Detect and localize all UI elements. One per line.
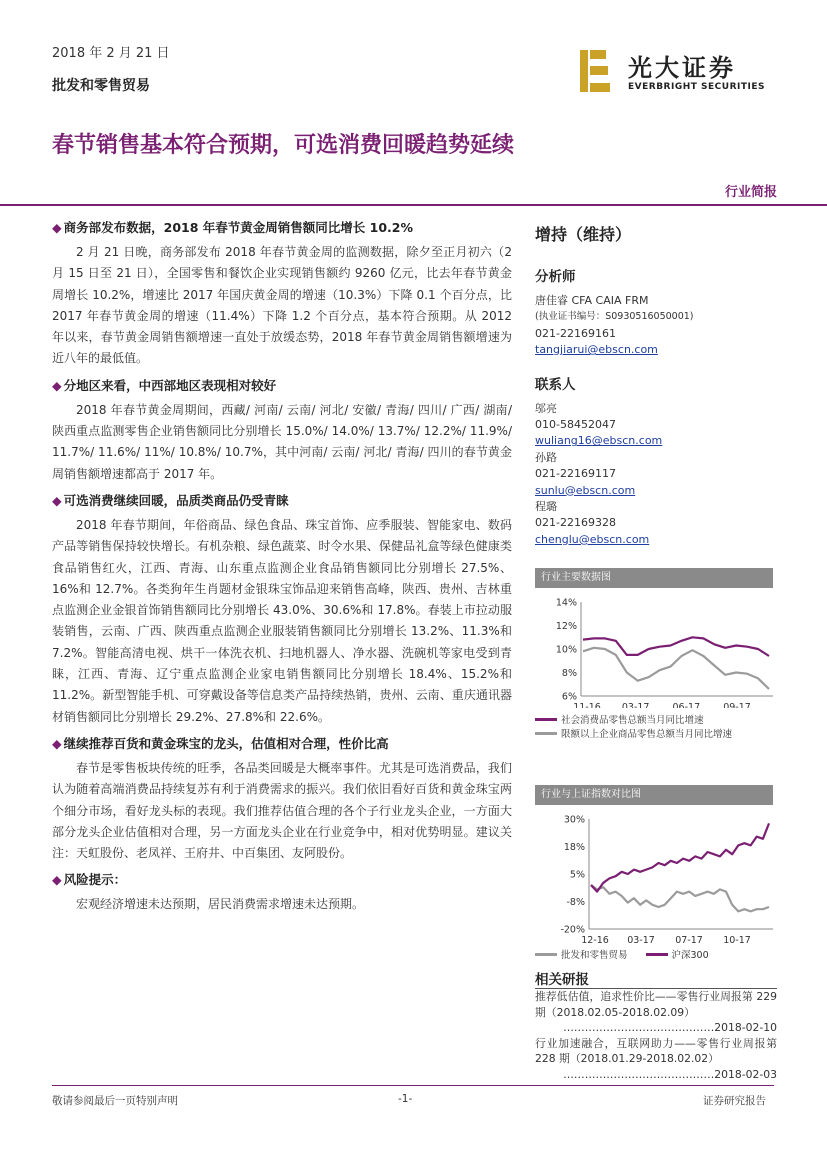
legend-item <box>535 712 777 726</box>
x-tick-label: 10-17 <box>723 935 751 943</box>
section-heading: 继续推荐百货和黄金珠宝的龙头，估值相对合理，性价比高 <box>63 735 389 751</box>
index-compare-plot <box>535 805 777 943</box>
contact-phone: 021-22169117 <box>535 467 616 481</box>
legend-swatch <box>535 953 557 956</box>
analyst-heading: 分析师 <box>535 269 576 285</box>
contact-name: 孙路 <box>535 450 557 464</box>
section-paragraph: 2018 年春节期间，年俗商品、绿色食品、珠宝首饰、应季服装、智能家电、数码产品等销售保持较快增长。有机杂粮、绿色蔬菜、时令水果、保健品礼盒等绿色健康类食品销售红火，江西、青海、山东重点监测企业食品销售额同比分别增长 27.5%、16%和 12.7%。各类狗年生肖题材金银珠宝饰品迎来销售高峰，陕西、贵州、吉林重点监测企业金银首饰销售额同比分别增长 43.0%、30.6%和 17.8%。春装上市拉动服装销售，云南、广西、陕西重点监测企业服装销售额同比分别增长 13.2%、11.3%和 7.2%。智能高清电视、烘干一体洗衣机、扫地机器人、净水器、洗碗机等家电受到青睐，江西、青海、辽宁重点监测企业家电销售额同比分别增长 18.4%、15.2%和 11.2%。新型智能手机、可穿戴设备等信息类产品持续热销，贵州、云南、重庆通讯器材销售额同比分别增长 29.2%、27.8%和 22.6%。 <box>52 517 512 724</box>
analyst-cert: (执业证书编号：S0930516050001) <box>535 311 694 323</box>
rating: 增持（维持） <box>535 225 632 244</box>
related-report-title[interactable]: 推荐低估值，追求性价比——零售行业周报第 229 期（2018.02.05-2018.02.09） <box>535 990 777 1019</box>
series-line-2 <box>591 823 769 891</box>
related-report-date: ……………………………………2018-02-03 <box>563 1067 777 1081</box>
diamond-bullet-icon: ◆ <box>52 735 62 751</box>
section-paragraph: 春节是零售板块传统的旺季，各品类回暖是大概率事件。尤其是可选消费品，我们认为随着高端消费品持续复苏有利于消费需求的振兴。我们依旧看好百货和黄金珠宝两个细分市场，看好龙头标的表现。我们推荐估值合理的各个子行业龙头企业，一方面大部分龙头企业估值相对合理，另一方面龙头企业在行业竞争中，相对优势明显。建议关注：天虹股份、老凤祥、王府井、中百集团、友阿股份。 <box>52 760 512 861</box>
legend-swatch <box>646 953 668 956</box>
main-content <box>52 212 512 920</box>
y-tick-label: -8% <box>566 897 585 908</box>
footer-report-label: 证券研究报告 <box>703 1095 766 1107</box>
contact-name: 程璐 <box>535 500 557 514</box>
x-tick-label: 06-17 <box>672 702 701 708</box>
related-report-date: ……………………………………2018-02-10 <box>563 1021 777 1035</box>
legend-label: 社会消费品零售总额当月同比增速 <box>561 715 704 726</box>
x-tick-label: 09-17 <box>723 702 751 708</box>
legend-swatch <box>535 718 557 721</box>
section-heading: 商务部发布数据，2018 年春节黄金周销售额同比增长 10.2% <box>63 220 413 235</box>
y-tick-label: 6% <box>561 691 577 703</box>
x-tick-label: 11-16 <box>573 702 601 708</box>
y-tick-label: 18% <box>563 842 585 853</box>
contact-phone: 021-22169328 <box>535 516 616 530</box>
y-tick-label: -20% <box>560 924 585 936</box>
report-type: 行业简报 <box>724 185 777 200</box>
contact-email-link[interactable]: sunlu@ebscn.com <box>535 483 636 497</box>
diamond-bullet-icon: ◆ <box>52 377 62 393</box>
page-title: 春节销售基本符合预期，可选消费回暖趋势延续 <box>52 133 515 158</box>
section-discretionary <box>52 491 512 728</box>
section-paragraph: 2018 年春节黄金周期间，西藏/ 河南/ 云南/ 河北/ 安徽/ 青海/ 四川/ 广西/ 湖南/ 陕西重点监测零售企业销售额同比分别增长 15.0%/ 14.0%/ 13.7%/ 12.2%/ 11.9%/ 11.7%/ 11.6%/ 11%/ 10.8%/ 10.7%，其中河南/ 云南/ 河北/ 青海/ 四川的春节黄金周销售额增速都高于 2017 年。 <box>52 402 512 481</box>
index-compare-chart <box>535 785 777 961</box>
related-research <box>535 968 777 1083</box>
chart-title: 行业主要数据图 <box>535 568 773 588</box>
footer-disclaimer: 敬请参阅最后一页特别声明 <box>52 1095 178 1107</box>
logo-english: EVERBRIGHT SECURITIES <box>628 82 765 92</box>
contact-email-link[interactable]: wuliang16@ebscn.com <box>535 434 663 448</box>
diamond-bullet-icon: ◆ <box>52 492 62 508</box>
contact-email-link[interactable]: chenglu@ebscn.com <box>535 532 650 546</box>
section-paragraph: 2 月 21 日晚，商务部发布 2018 年春节黄金周的监测数据，除夕至正月初六（2 月 15 日至 21 日），全国零售和餐饮企业实现销售额约 9260 亿元，比去年春节黄金周增长 10.2%，增速比 2017 年国庆黄金周的增速（10.3%）下降 0.1 个百分点，比 2017 年春节黄金周的增速（11.4%）下降 1.2 个百分点，基本符合预期。从 2012 年以来，春节黄金周销售额增速一直处于放缓态势，2018 年春节黄金周销售额增速为近八年的最低值。 <box>52 245 512 366</box>
y-tick-label: 8% <box>561 668 577 679</box>
series-line-1 <box>591 885 769 911</box>
sector-name: 批发和零售贸易 <box>52 78 150 94</box>
related-report-title[interactable]: 行业加速融合，互联网助力——零售行业周报第 228 期（2018.01.29-2018.02.02） <box>535 1036 777 1066</box>
x-tick-label: 12-16 <box>581 935 609 943</box>
legend-label: 批发和零售贸易 <box>561 950 628 961</box>
y-tick-label: 30% <box>563 814 585 826</box>
section-paragraph: 宏观经济增速未达预期，居民消费需求增速未达预期。 <box>76 897 365 912</box>
series-line-2 <box>583 648 769 689</box>
header-divider <box>0 204 827 206</box>
report-date: 2018 年 2 月 21 日 <box>52 46 170 61</box>
footer-divider <box>52 1085 774 1086</box>
contact-name: 邬亮 <box>535 401 557 415</box>
x-tick-label: 03-17 <box>627 935 655 943</box>
section-heading: 风险提示： <box>63 872 127 888</box>
x-tick-label: 03-17 <box>621 702 650 708</box>
legend-item <box>535 726 777 740</box>
section-heading: 可选消费继续回暖，品质类商品仍受青睐 <box>63 492 289 508</box>
diamond-bullet-icon: ◆ <box>52 872 62 888</box>
x-tick-label: 07-17 <box>675 935 703 943</box>
chart-title: 行业与上证指数对比图 <box>535 785 773 805</box>
logo-chinese: 光大证券 <box>628 53 736 82</box>
contact-phone: 010-58452047 <box>535 418 616 432</box>
analyst-phone: 021-22169161 <box>535 326 616 340</box>
contacts-heading: 联系人 <box>535 376 576 393</box>
industry-data-chart <box>535 568 777 740</box>
contact-list <box>535 401 780 549</box>
section-regional <box>52 376 512 485</box>
y-tick-label: 12% <box>555 621 577 632</box>
industry-data-plot <box>535 588 777 708</box>
section-recommendation <box>52 734 512 864</box>
analyst-name: 唐佳睿 CFA CAIA FRM <box>535 294 649 307</box>
legend-label: 限额以上企业商品零售总额当月同比增速 <box>561 729 733 740</box>
section-risk <box>52 870 512 915</box>
legend-label: 沪深300 <box>671 950 709 961</box>
legend-swatch <box>535 732 557 735</box>
y-tick-label: 14% <box>555 597 577 609</box>
page-number: -1- <box>398 1093 413 1105</box>
sidebar <box>535 212 780 548</box>
diamond-bullet-icon: ◆ <box>52 220 62 235</box>
analyst-email-link[interactable]: tangjiarui@ebscn.com <box>535 343 658 357</box>
y-tick-label: 10% <box>555 644 577 656</box>
section-sales-data <box>52 218 512 370</box>
y-tick-label: 5% <box>569 869 585 881</box>
everbright-logo-icon <box>580 50 610 92</box>
section-heading: 分地区来看，中西部地区表现相对较好 <box>63 377 277 393</box>
related-heading: 相关研报 <box>535 972 589 988</box>
